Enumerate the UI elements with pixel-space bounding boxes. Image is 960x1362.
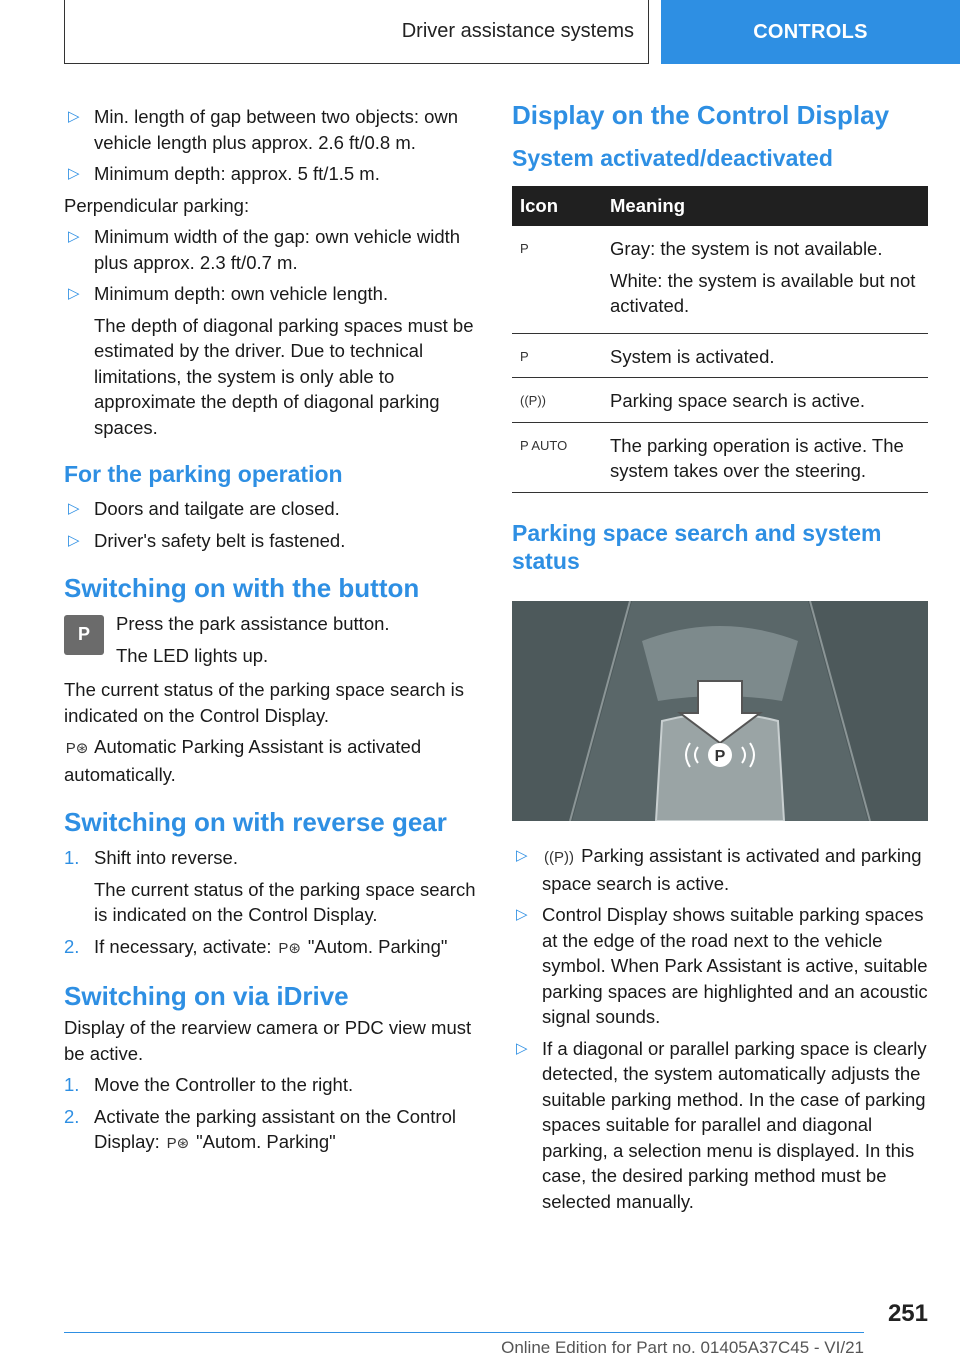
idrive-text: Display of the rearview camera or PDC view must be active. <box>64 1017 472 1064</box>
list-item: ▷ Minimum width of the gap: own vehicle width plus approx. 2.3 ft/0.7 m. <box>68 226 461 273</box>
table-header-icon: Icon <box>512 186 602 226</box>
list-item: ▷ ((P)) Parking assistant is activated and parking space search is active. <box>516 845 922 894</box>
triangle-bullet-icon: ▷ <box>516 847 528 864</box>
list-item: ▷ Driver's safety belt is fastened. <box>64 528 479 554</box>
list-item: ▷ Min. length of gap between two objects: own vehicle length plus approx. 2.6 ft/0.8 m. <box>68 106 459 153</box>
list-item: 2. If necessary, activate: P⊛ "Autom. Parking" <box>64 934 479 962</box>
triangle-bullet-icon: ▷ <box>68 531 80 549</box>
triangle-bullet-icon: ▷ <box>68 500 80 517</box>
header-chapter-title: CONTROLS <box>753 20 868 43</box>
table-row: P System is activated. <box>512 333 928 378</box>
triangle-bullet-icon: ▷ <box>68 108 80 125</box>
display-heading: Display on the Control Display <box>512 100 890 130</box>
search-status-heading: Parking space search and system status <box>512 519 882 574</box>
parking-steering-icon: P <box>512 333 602 378</box>
table-row: P AUTO The parking operation is active. The system takes over the steering. <box>512 422 928 492</box>
reverse-gear-heading: Switching on with reverse gear <box>64 807 447 837</box>
list-item: 1. Move the Controller to the right. <box>64 1074 354 1095</box>
page-number: 251 <box>887 1300 928 1327</box>
triangle-bullet-icon: ▷ <box>68 228 80 245</box>
right-column <box>512 100 928 1220</box>
icon-meaning-table <box>512 186 928 493</box>
header-chapter-tab <box>661 0 960 64</box>
edition-text: Online Edition for Part no. 01405A37C45 - VI/21 <box>501 1338 864 1357</box>
parking-steering-icon: P <box>512 226 602 333</box>
list-item: 2. Activate the parking assistant on the Control Display: P⊛ "Autom. Parking" <box>64 1104 479 1157</box>
idrive-heading: Switching on via iDrive <box>64 981 349 1011</box>
table-row: ((P)) Parking space search is active. <box>512 378 928 423</box>
table-row: P Gray: the system is not available. White: the system is available but not activated. <box>512 226 928 333</box>
park-assist-button-icon: P <box>64 615 104 655</box>
header-section-title: Driver assistance systems <box>401 20 634 42</box>
left-column <box>64 104 479 1163</box>
parking-operation-heading: For the parking operation <box>64 461 343 487</box>
parking-search-icon: ((P)) <box>544 849 574 866</box>
button-heading: Switching on with the button <box>64 573 420 603</box>
list-item: 1. Shift into reverse. The current status of the parking space search is indicated on the Control Display. <box>64 847 476 925</box>
list-item: ▷ Minimum depth: own vehicle length. <box>64 281 479 307</box>
parking-display-image <box>512 601 928 821</box>
svg-text:P: P <box>714 747 726 765</box>
auto-activation-text: P⊛ Automatic Parking Assistant is activated automatically. <box>64 736 422 785</box>
triangle-bullet-icon: ▷ <box>68 165 80 182</box>
list-item: ▷ Minimum depth: approx. 5 ft/1.5 m. <box>64 161 479 187</box>
list-item: ▷ If a diagonal or parallel parking space is clearly detected, the system automatically adjusts the suitable parking method. In the case of parking spaces suitable for parallel and diagonal parking, a selection menu is displayed. In this case, the desired parking method must be selected manually. <box>516 1037 927 1212</box>
parking-auto-icon: P AUTO <box>512 422 602 492</box>
list-item: ▷ Control Display shows suitable parking spaces at the edge of the road next to the vehicle symbol. When Park Assistant is active, suitable parking spaces are highlighted and an acoustic signal sounds. <box>516 904 928 1027</box>
table-header-meaning: Meaning <box>602 186 928 226</box>
perpendicular-label: Perpendicular parking: <box>64 194 250 216</box>
triangle-bullet-icon: ▷ <box>516 906 528 923</box>
parking-search-icon: ((P)) <box>512 378 602 423</box>
status-text: The current status of the parking space search is indicated on the Control Display. <box>64 679 465 726</box>
parking-steering-icon: P⊛ <box>65 740 89 757</box>
button-instruction: P Press the park assistance button. The LED lights up. <box>64 611 479 669</box>
parking-steering-icon: P⊛ <box>166 1135 190 1152</box>
triangle-bullet-icon: ▷ <box>68 285 80 302</box>
footer-divider <box>64 1332 864 1333</box>
triangle-bullet-icon: ▷ <box>516 1039 528 1057</box>
diagonal-depth-note: The depth of diagonal parking spaces must be estimated by the driver. Due to technical limitations, the system is only able to approximate the depth of diagonal parking spaces. <box>94 314 474 438</box>
list-item: ▷ Doors and tailgate are closed. <box>64 496 479 522</box>
parking-steering-icon: P⊛ <box>278 939 301 957</box>
system-status-heading: System activated/deactivated <box>512 145 833 171</box>
header-section-tab <box>64 0 649 64</box>
